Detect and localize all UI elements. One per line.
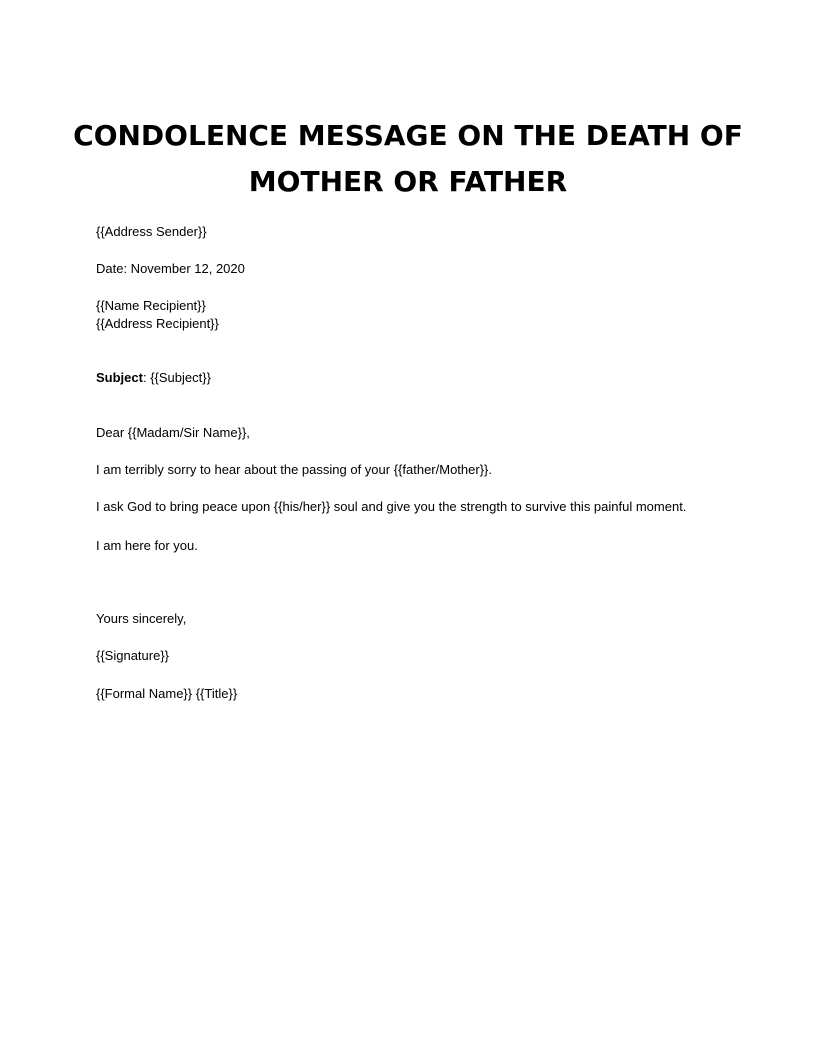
body-paragraph-1: I am terribly sorry to hear about the passing of your {{father/Mother}}. (96, 462, 492, 477)
subject-value: : {{Subject}} (142, 370, 211, 385)
title-line-1: CONDOLENCE MESSAGE ON THE DEATH OF (73, 119, 743, 152)
name-recipient: {{Name Recipient}} (96, 298, 206, 313)
subject-line (96, 369, 211, 387)
letter-date: Date: November 12, 2020 (96, 261, 245, 276)
signature: {{Signature}} (96, 648, 170, 663)
body-paragraph-2: I ask God to bring peace upon {{his/her}} soul and give you the strength to survive this painful moment. (96, 499, 687, 514)
closing: Yours sincerely, (96, 611, 187, 626)
address-recipient: {{Address Recipient}} (96, 316, 219, 331)
body-paragraph-3: I am here for you. (96, 538, 198, 553)
salutation: Dear {{Madam/Sir Name}}, (96, 425, 250, 440)
title-line-2: MOTHER OR FATHER (248, 165, 568, 198)
document-title (60, 113, 756, 205)
formal-name-title: {{Formal Name}} {{Title}} (96, 686, 238, 701)
address-sender: {{Address Sender}} (96, 224, 207, 239)
subject-label: Subject (96, 370, 143, 385)
